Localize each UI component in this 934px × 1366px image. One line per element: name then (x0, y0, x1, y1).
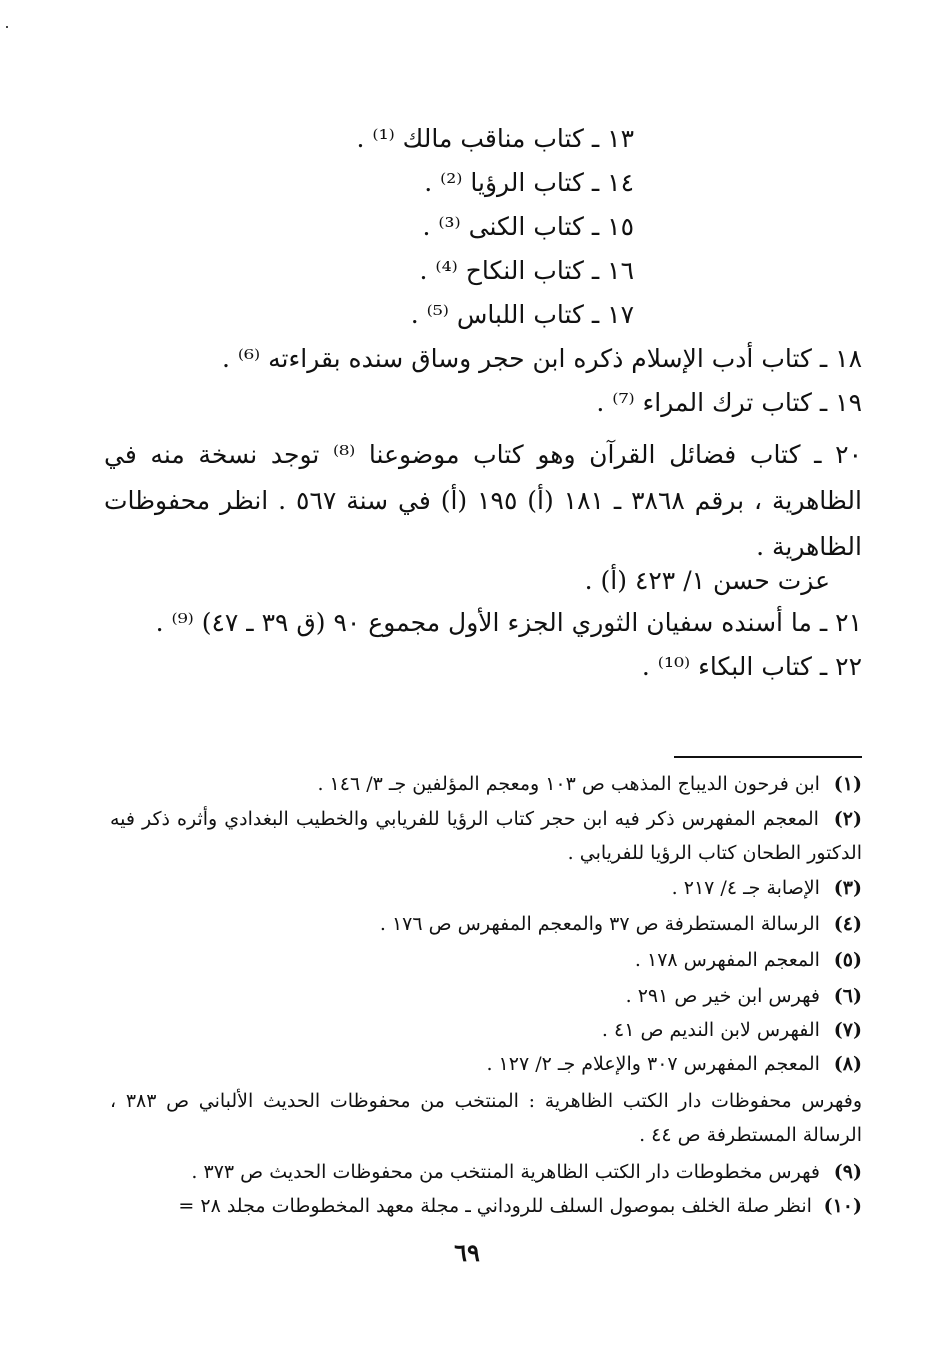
footnote-number: (٨) (833, 1053, 862, 1075)
list-item-17: ١٧ ـ كتاب اللباس ⁽⁵⁾ . (410, 300, 634, 329)
footnote-text: الإصابة جـ ٤/ ٢١٧ . (671, 877, 820, 899)
footnote-number: (٣) (833, 877, 862, 899)
list-item-20: ٢٠ ـ كتاب فضائل القرآن وهو كتاب موضوعنا ⁽⁸⁾ توجد نسخة منه في الظاهرية ، برقم ٣٨٦٨ ـ ١٨١ (أ) ١٩٥ (أ) في سنة ٥٦٧ . انظر محفوظات الظاهرية . (104, 440, 862, 561)
footnote-text: انظر صلة الخلف بموصول السلف للروداني ـ مجلة معهد المخطوطات مجلد ٢٨ = (178, 1195, 812, 1217)
footnote-text: المعجم المفهرس ٣٠٧ والإعلام جـ ٢/ ١٢٧ . (486, 1053, 820, 1075)
footnote-7 (602, 1014, 862, 1046)
footnote-text: المعجم المفهرس ١٧٨ . (634, 949, 820, 971)
footnote-number: (٤) (833, 913, 862, 935)
list-item-16: ١٦ ـ كتاب النكاح ⁽⁴⁾ . (419, 256, 634, 285)
scan-speck (6, 26, 8, 28)
footnote-4 (380, 908, 862, 940)
list-item-14: ١٤ ـ كتاب الرؤيا ⁽²⁾ . (424, 168, 634, 197)
footnote-text: المعجم المفهرس ذكر فيه ابن حجر كتاب الرؤيا للفريابي والخطيب البغدادي وأثره ذكر فيه الدكتور الطحان كتاب الرؤيا للفريابي . (110, 808, 862, 864)
list-item-21: ٢١ ـ ما أسنده سفيان الثوري الجزء الأول مجموع ٩٠ (ق ٣٩ ـ ٤٧) ⁽⁹⁾ . (155, 608, 862, 637)
footnote-number: (١٠) (823, 1195, 862, 1217)
list-item-18: ١٨ ـ كتاب أدب الإسلام ذكره ابن حجر وساق سنده بقراءته ⁽⁶⁾ . (221, 344, 862, 373)
footnote-text: ابن فرحون الديباج المذهب ص ١٠٣ ومعجم المؤلفين جـ ٣/ ١٤٦ . (317, 773, 820, 795)
footnote-number: (٦) (833, 985, 862, 1007)
footnote-number: (٢) (833, 808, 862, 830)
footnote-3 (672, 872, 862, 904)
footnote-text: فهرس ابن خير ص ٢٩١ . (625, 985, 820, 1007)
list-item-15: ١٥ ـ كتاب الكنى ⁽³⁾ . (422, 212, 634, 241)
footnote-9 (191, 1156, 862, 1188)
list-item-13: ١٣ ـ كتاب مناقب مالك ⁽¹⁾ . (356, 124, 634, 153)
footnote-2 (110, 802, 862, 870)
footnote-text: الرسالة المستطرفة ص ٣٧ والمعجم المفهرس ص ١٧٦ . (379, 913, 820, 935)
list-item-19: ١٩ ـ كتاب ترك المراء ⁽⁷⁾ . (596, 388, 862, 417)
footnote-10 (178, 1190, 862, 1222)
footnote-1 (317, 768, 862, 800)
footnote-6 (626, 980, 862, 1012)
footnote-number: (٥) (833, 949, 862, 971)
footnote-8-continuation: وفهرس محفوظات دار الكتب الظاهرية : المنتخب من محفوظات الحديث الألباني ص ٣٨٣ ، الرسالة المستطرفة ص ٤٤ . (110, 1090, 863, 1146)
list-item-22: ٢٢ ـ كتاب البكاء ⁽¹⁰⁾ . (641, 652, 862, 681)
footnote-5 (635, 944, 862, 976)
footnote-8 (486, 1048, 862, 1080)
page-number: ٦٩ (454, 1238, 480, 1267)
footnote-text: فهرس مخطوطات دار الكتب الظاهرية المنتخب من محفوظات الحديث ص ٣٧٣ . (191, 1161, 820, 1183)
footnote-number: (٧) (833, 1019, 862, 1041)
citation-line: عزت حسن ١/ ٤٢٣ (أ) . (584, 566, 830, 595)
footnote-number: (٩) (833, 1161, 862, 1183)
footnote-text: الفهرس لابن النديم ص ٤١ . (601, 1019, 820, 1041)
footnote-separator (674, 756, 862, 758)
footnote-number: (١) (833, 773, 862, 795)
